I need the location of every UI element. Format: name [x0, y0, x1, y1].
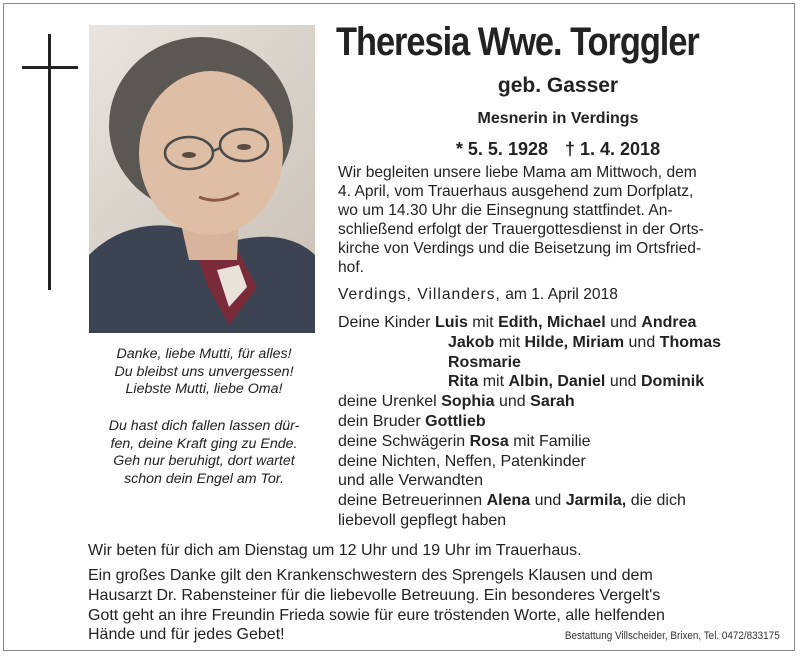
funeral-home-credit: Bestattung Villscheider, Brixen, Tel. 0472/833175: [565, 630, 780, 642]
death-date: † 1. 4. 2018: [565, 139, 661, 159]
family-row: und alle Verwandten: [338, 472, 483, 490]
place-and-date: Verdings, Villanders, am 1. April 2018: [338, 286, 618, 303]
announcement-text: Wir begleiten unsere liebe Mama am Mittwoch, dem 4. April, vom Trauerhaus ausgehend zum Dorfplatz, wo um 14.30 Uhr die Einsegnung stattfindet. An- schließend erfolgt der Trauergottesdienst in der Orts- kirche von Verdings und die Beisetzung im Ortsfried- hof.: [338, 164, 704, 276]
thanks-text: Ein großes Danke gilt den Krankenschwestern des Sprengels Klausen und dem Hausarzt Dr. Rabensteiner für die liebevolle Betreuung. Ein besonderes Vergelt's Gott geht an ihre Freundin Frieda sowie für eure tröstenden Worte, alle helfenden Hände und für jedes Gebet!: [88, 567, 665, 644]
cross-icon: [48, 34, 51, 290]
family-row: deine Urenkel Sophia und Sarah: [338, 393, 575, 411]
portrait-photo: [89, 25, 315, 333]
family-row: Deine Kinder Luis mit Edith, Michael und Andrea: [338, 314, 697, 331]
deceased-name: Theresia Wwe. Torggler: [336, 20, 699, 64]
prayer-text: Wir beten für dich am Dienstag um 12 Uhr und 19 Uhr im Trauerhaus.: [88, 542, 582, 559]
family-row: dein Bruder Gottlieb: [338, 412, 486, 430]
maiden-name: geb. Gasser: [497, 74, 619, 97]
family-row: Rita mit Albin, Daniel und Dominik: [448, 373, 705, 391]
family-row: liebevoll gepflegt haben: [338, 511, 507, 529]
family-row: deine Nichten, Neffen, Patenkinder: [338, 452, 586, 470]
family-row: deine Betreuerinnen Alena und Jarmila, die dich: [338, 492, 686, 510]
quote-farewell: Du hast dich fallen lassen dür- fen, deine Kraft ging zu Ende. Geh nur beruhigt, dort wartet schon dein Engel am Tor.: [108, 418, 300, 487]
family-row: deine Schwägerin Rosa mit Familie: [338, 432, 591, 450]
role-title: Mesnerin in Verdings: [477, 110, 639, 127]
life-dates: [336, 139, 780, 160]
family-list: [338, 313, 786, 531]
quote-thanks: Danke, liebe Mutti, für alles! Du bleibst uns unvergessen! Liebste Mutti, liebe Oma!: [114, 346, 294, 397]
family-row: Jakob mit Hilde, Miriam und Thomas: [448, 333, 722, 351]
cross-icon-bar: [22, 66, 78, 69]
family-row: Rosmarie: [448, 353, 521, 371]
birth-date: * 5. 5. 1928: [455, 139, 548, 159]
